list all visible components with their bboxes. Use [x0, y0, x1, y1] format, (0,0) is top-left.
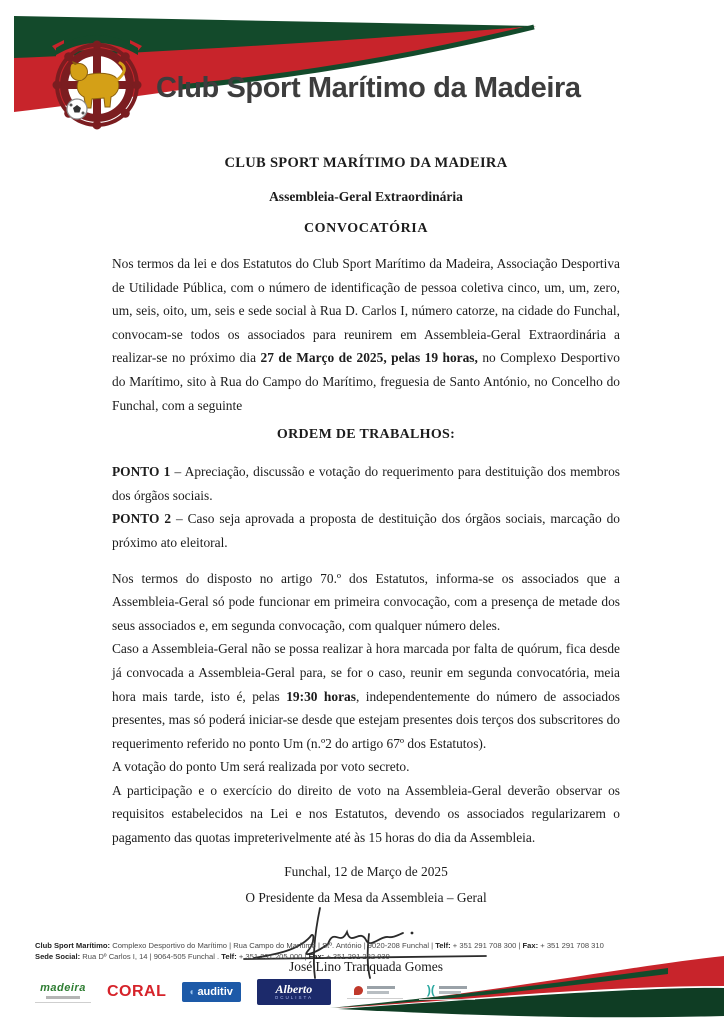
sponsor-logo-auditiv: [182, 982, 241, 1002]
sponsor-6-rule: [419, 999, 475, 1000]
doc-convocatoria-heading: CONVOCATÓRIA: [303, 221, 429, 236]
signer-name: José Lino Tranquada Gomes: [288, 958, 444, 974]
agenda-item-1-text: – Apreciação, discussão e votação do requerimento para destituição dos membros dos órgãos sociais.: [112, 464, 620, 503]
auditiv-logo-text: auditiv: [197, 986, 233, 998]
doc-title: CLUB SPORT MARÍTIMO DA MADEIRA: [224, 155, 508, 171]
madeira-rule: [35, 1002, 91, 1003]
footer-contact-line1: [35, 941, 635, 952]
agenda-item-2-label: PONTO 2: [112, 511, 172, 527]
secret-vote-note: A votação do ponto Um será realizada por voto secreto.: [112, 759, 410, 775]
paragraph-intro: [112, 252, 620, 417]
dateline: Funchal, 12 de Março de 2025: [284, 863, 448, 879]
document-body: [112, 155, 620, 980]
agenda-items: [112, 460, 620, 554]
sponsor-logos-row: [35, 976, 475, 1008]
footer-club-address: Complexo Desportivo do Marítimo | Rua Campo do Marítimo | Stº. António | 9020-208 Funchal |: [110, 941, 436, 950]
auditiv-logo-box: [182, 982, 241, 1002]
sponsor-logo-coral: [107, 983, 166, 1001]
president-line: O Presidente da Mesa da Assembleia – Geral: [245, 889, 487, 905]
footer-contact: [35, 941, 635, 962]
sponsor-logo-alberto: [257, 979, 331, 1005]
alberto-logo-box: [257, 979, 331, 1005]
footer-sede-label: Sede Social:: [35, 951, 81, 961]
footer-contact-line2: [35, 952, 635, 963]
coral-logo-text: CORAL: [107, 983, 167, 1000]
paragraph-rules: [112, 567, 620, 850]
sponsor-5-text-bars: [367, 986, 395, 994]
sponsor-5-rule: [347, 998, 403, 999]
sponsor-5-emblem-icon: [354, 986, 363, 995]
meeting-date-bold: 27 de Março de 2025, pelas 19 horas,: [260, 350, 478, 366]
football-icon: [67, 99, 87, 119]
footer-fax-label-2: Fax:: [308, 951, 325, 961]
sponsor-6-mark: [427, 984, 467, 996]
sponsor-logo-madeira: [35, 982, 91, 1003]
sponsor-logo-5: [347, 986, 403, 999]
madeira-logo-text: madeira: [40, 981, 86, 994]
alberto-logo-subtext: OCULISTA: [274, 995, 313, 1000]
footer-telf-label-1: Telf:: [435, 941, 451, 950]
rules-quorum: Nos termos do disposto no artigo 70.º dos Estatutos, informa-se os associados que a Assembleia-Geral só pode funcionar em primeira convocação, com a presença de metade dos seus associados e, em segunda convocação, com qualquer número deles.: [112, 570, 620, 633]
footer-fax-2: + 351 291 222 939: [324, 951, 390, 961]
auditiv-mark-icon: ◖: [188, 986, 195, 998]
sponsor-6-text-bars: [439, 986, 467, 994]
participation-note: A participação e o exercício do direito de voto na Assembleia-Geral deverão observar os requisitos estabelecidos na Lei e nos Estatutos, devendo os associados regularizarem o pagamento das quotas impreterivelmente até às 15 horas do dia da Assembleia.: [112, 782, 620, 846]
agenda-item-1-label: PONTO 1: [112, 464, 171, 480]
footer-fax-1: + 351 291 708 310: [538, 941, 604, 950]
alberto-logo-text: Alberto: [275, 982, 313, 996]
second-call-time-bold: 19:30 horas: [286, 688, 356, 704]
rules-second-call-1: Caso a Assembleia-Geral não se possa realizar à hora marcada por falta de quórum, fica desde já convocada a Assembleia-Geral para, se for o caso, reunir em segunda convocatória, meia hora mais tarde, isto é, pelas: [112, 641, 620, 704]
footer-club-label: Club Sport Marítimo:: [35, 941, 111, 950]
footer-telf-label-2: Telf:: [221, 951, 237, 961]
footer-sede-address: Rua Dº Carlos I, 14 | 9064-505 Funchal .: [80, 951, 222, 961]
agenda-heading: ORDEM DE TRABALHOS:: [276, 427, 456, 443]
rules-second-call-2: , independentemente do número de associados presentes, mas só poderá iniciar-se desde que estejam presentes dois terços dos subscritores do requerimento referido no ponto Um (n.º2 do artigo 67º dos Estatutos).: [112, 688, 620, 751]
footer-telf-2: + 351 291 205 000 |: [236, 951, 309, 961]
agenda-item-2-text: – Caso seja aprovada a proposta de destituição dos órgãos sociais, marcação do próximo ato eleitoral.: [112, 511, 621, 550]
club-crest-logo: [52, 35, 142, 130]
madeira-tagline-bar: [46, 996, 80, 999]
sponsor-6-emblem-icon: )(: [426, 983, 435, 997]
doc-subtitle: Assembleia-Geral Extraordinária: [269, 189, 463, 204]
footer-fax-label-1: Fax:: [522, 941, 539, 950]
footer-telf-1: + 351 291 708 300 |: [450, 941, 523, 950]
intro-text-2: no Complexo Desportivo do Marítimo, sito à Rua do Campo do Marítimo, freguesia de Santo António, no Concelho do Funchal, com a seguinte: [112, 350, 621, 413]
club-wordmark: Club Sport Marítimo da Madeira: [156, 72, 581, 104]
intro-text-1: Nos termos da lei e dos Estatutos do Club Sport Marítimo da Madeira, Associação Desportiva de Utilidade Pública, com o número de identificação de pessoa coletiva cinco, um, um, zero, um, seis, oito, um, seis e sede social à Rua D. Carlos I, número catorze, na cidade do Funchal, convocam-se todos os associados para reunirem em Assembleia-Geral Extraordinária a realizar-se no próximo dia: [112, 256, 620, 366]
sponsor-5-mark: [354, 986, 395, 995]
sponsor-logo-6: [419, 984, 475, 1000]
